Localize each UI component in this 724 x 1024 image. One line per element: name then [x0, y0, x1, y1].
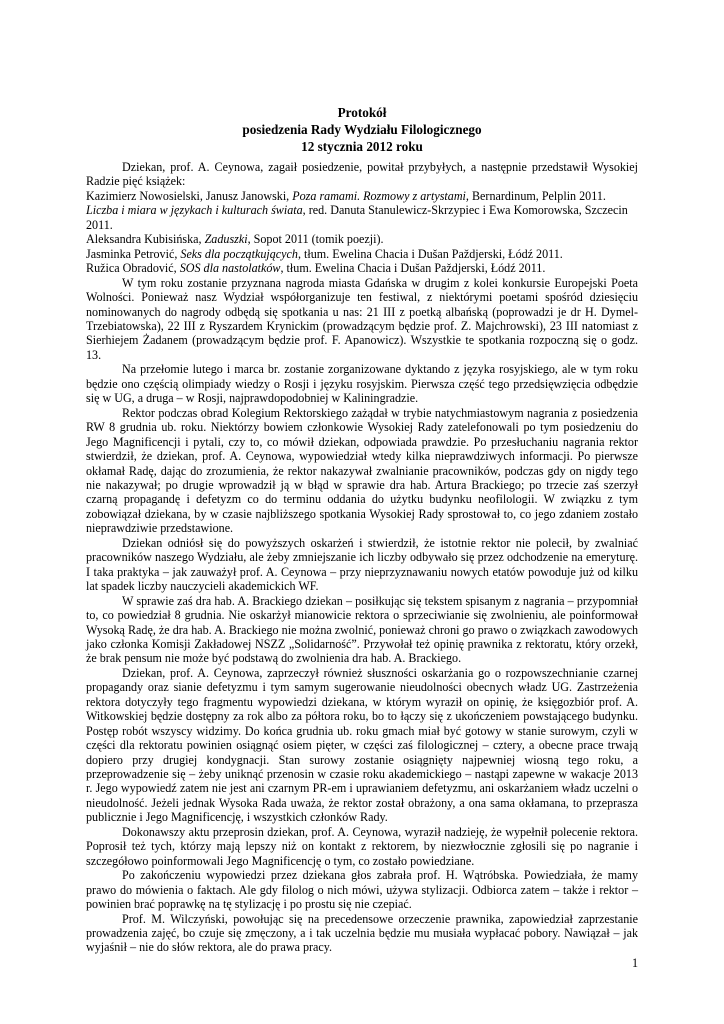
book-list-item: [86, 232, 638, 246]
body-paragraph: [86, 276, 638, 363]
book-list-item: [86, 247, 638, 261]
paragraph-text: , tłum. Ewelina Chacia i Dušan Paždjerski, Łódź 2011.: [297, 246, 563, 261]
paragraph-text: , tłum. Ewelina Chacia i Dušan Paždjerski, Łódź 2011.: [280, 261, 546, 276]
paragraph-text: W tym roku zostanie przyznana nagroda miasta Gdańska w drugim z kolei konkursie Europejski Poeta Wolności. Ponieważ nasz Wydział współorganizuje ten festiwal, z niektórymi poetami spośród dziesięciu nominowanych do nagrody odbędą się spotkania u nas: 21 III z poetką albańską (poprowadzi je dr H. Dymel-Trzebiatowska), 22 III z Ryszardem Krynickim (prowadzącym będzie prof. Z. Majchrowski), 23 III natomiast z Sierhiejem Żadanem (prowadzącym będzie prof. F. Apanowicz). Wszystkie te spotkania rozpoczną się o godz. 13.: [86, 275, 638, 362]
body-paragraph: [86, 825, 638, 868]
page-number: 1: [631, 956, 638, 970]
paragraph-text: Dziekan odniósł się do powyższych oskarżeń i stwierdził, że istotnie rektor nie polecił, by zwalniać pracowników naszego Wydziału, ale żeby zmniejszanie ich liczby odbywało się przez odchodzenie na emeryturę. I taka praktyka – jak zauważył prof. A. Ceynowa – przy nieprzyznawaniu nowych etatów powoduje już od kilku lat spadek liczby nauczycieli akademickich WF.: [86, 535, 638, 594]
paragraph-text: W sprawie zaś dra hab. A. Brackiego dziekan – posiłkując się tekstem spisanym z nagrania – przypomniał to, co powiedział 8 grudnia. Nie oskarżył mianowicie rektora o sprzeciwianie się zwolnieniu, ale poinformował Wysoką Radę, że dra hab. A. Brackiego nie można zwolnić, ponieważ chroni go prawo o związkach zawodowych jako członka Komisji Zakładowej NSZZ „Solidarność”. Przywołał też opinię prawnika z rektoratu, który orzekł, że brak pensum nie może być podstawą do zwolnienia dra hab. A. Brackiego.: [86, 593, 638, 666]
paragraph-text: Dziekan, prof. A. Ceynowa, zaprzeczył również słuszności oskarżania go o rozpowszechnianie czarnej propagandy oraz sianie defetyzmu i tym samym sugerowanie nieudolności obecnych władz UG. Zastrzeżenia rektora dotyczyły tego fragmentu wypowiedzi dziekana, w którym wyraził on opinię, że księgozbiór prof. A. Witkowskiej będzie dostępny za rok albo za półtora roku, bo to łączy się z ukończeniem powstającego budynku. Postęp robót wszyscy widzimy. Do końca grudnia ub. roku gmach miał być gotowy w stanie surowym, czyli w części dla rektoratu powinien osiągnąć osiem pięter, w części zaś filologicznej – cztery, a obecne prace trwają dopiero przy drugiej kondygnacji. Stan surowy zostanie osiągnięty najpewniej wiosną tego roku, a przeprowadzenie się – żeby uniknąć przenosin w czasie roku akademickiego – nastąpi zapewne w wakacje 2013 r. Jego wypowiedź zatem nie jest ani czarnym PR-em i uprawianiem defetyzmu, ani oskarżaniem władz uczelni o nieudolność. Jeżeli jednak Wysoka Rada uważa, że rektor został obrażony, a ona sama okłamana, to przeprasza publicznie i Jego Magnificencję, i wszystkich członków Rady.: [86, 665, 638, 825]
italic-title-text: Poza ramami. Rozmowy z artystami,: [292, 188, 469, 203]
body-paragraph: [86, 912, 638, 955]
book-list-item: [86, 189, 638, 203]
body-paragraph: [86, 536, 638, 594]
document-date: 12 stycznia 2012 roku: [301, 139, 423, 154]
paragraph-text: Dziekan, prof. A. Ceynowa, zagaił posiedzenie, powitał przybyłych, a następnie przedstawił Wysokiej Radzie pięć książek:: [86, 160, 638, 189]
book-list-item: [86, 261, 638, 275]
paragraph-text: Na przełomie lutego i marca br. zostanie zorganizowane dyktando z języka rosyjskiego, ale w tym roku będzie ono częścią olimpiady wiedzy o Rosji i języku rosyjskim. Pierwsza część tego przedsięwzięcia odbędzie się w UG, a druga – w Rosji, najprawdopodobniej w Kaliningradzie.: [86, 362, 638, 406]
document-header: [0, 104, 724, 155]
body-paragraph: [86, 160, 638, 189]
document-title: Protokół: [337, 105, 387, 120]
italic-title-text: Zaduszki: [204, 232, 248, 247]
paragraph-text: Ružica Obradović,: [86, 261, 180, 276]
italic-title-text: Seks dla początkujących: [180, 246, 298, 261]
body-paragraph: [86, 868, 638, 911]
italic-title-text: SOS dla nastolatków: [179, 261, 281, 276]
document-subtitle: posiedzenia Rady Wydziału Filologicznego: [242, 122, 482, 137]
document-body: [86, 160, 638, 955]
paragraph-text: Bernardinum, Pelplin 2011.: [468, 188, 606, 203]
italic-title-text: Liczba i miara w językach i kulturach świata: [86, 203, 303, 218]
body-paragraph: [86, 406, 638, 536]
paragraph-text: Rektor podczas obrad Kolegium Rektorskiego zażądał w trybie natychmiastowym nagrania z posiedzenia RW 8 grudnia ub. roku. Niektórzy bowiem członkowie Wysokiej Rady zatelefonowali po tym posiedzeniu do Jego Magnificencji i pytali, czy to, co mówił dziekan, odpowiada prawdzie. Po przesłuchaniu nagrania rektor stwierdził, że dziekan, prof. A. Ceynowa, wypowiedział wtedy kilka nieprawdziwych informacji. Po pierwsze okłamał Radę, dając do zrozumienia, że rektor nakazywał zwalnianie pracowników, podczas gdy on nigdy tego nie nakazywał; po drugie wprowadził ją w błąd w sprawie dra hab. Artura Brackiego; po trzecie zaś szerzył czarną propagandę i defetyzm co do terminu oddania do użytku budynku neofilologii. W związku z tym zobowiązał dziekana, by w czasie najbliższego spotkania Wysokiej Rady sprostował to, co jego zdaniem zostało nieprawdziwie przedstawione.: [86, 405, 638, 536]
paragraph-text: Po zakończeniu wypowiedzi przez dziekana głos zabrała prof. H. Wątróbska. Powiedziała, że mamy prawo do mówienia o faktach. Ale gdy filolog o nich mówi, używa stylizacji. Odbiorca zatem – także i rektor – powinien brać poprawkę na tę stylizację i po prostu się nie czepiać.: [86, 868, 638, 912]
paragraph-text: Dokonawszy aktu przeprosin dziekan, prof. A. Ceynowa, wyraził nadzieję, że wypełnił polecenie rektora. Poprosił też tych, którzy mają lepszy niż on kontakt z rektorem, by niezwłocznie zgłosili się po nagranie i szczegółowo poinformowali Jego Magnificencję o tym, co zostało powiedziane.: [86, 824, 638, 868]
paragraph-text: Kazimierz Nowosielski, Janusz Janowski,: [86, 188, 293, 203]
paragraph-text: Jasminka Petrović,: [86, 246, 181, 261]
body-paragraph: [86, 666, 638, 825]
body-paragraph: [86, 594, 638, 666]
body-paragraph: [86, 362, 638, 405]
paragraph-text: Prof. M. Wilczyński, powołując się na precedensowe orzeczenie prawnika, zapowiedział zaprzestanie prowadzenia zajęć, bo czuje się zmęczony, a i tak uczelnia będzie mu musiała wypłacać pobory. Nawiązał – jak wyjaśnił – nie do słów rektora, ale do prawa pracy.: [86, 911, 638, 955]
paragraph-text: Aleksandra Kubisińska,: [86, 232, 205, 247]
book-list-item: [86, 203, 638, 232]
paragraph-text: , red. Danuta Stanulewicz-Skrzypiec i Ewa Komorowska, Szczecin 2011.: [86, 203, 628, 232]
paragraph-text: , Sopot 2011 (tomik poezji).: [247, 232, 384, 247]
